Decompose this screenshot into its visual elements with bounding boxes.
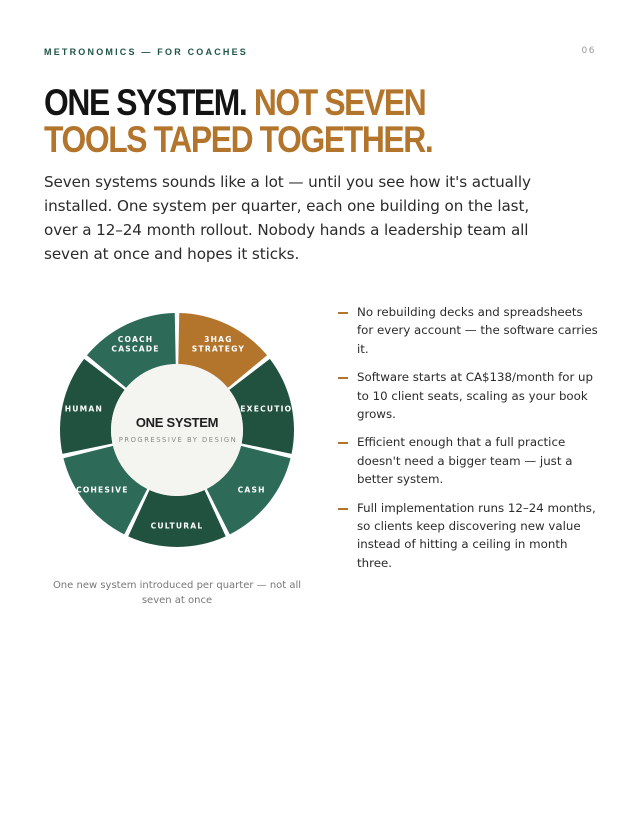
dash-icon (338, 377, 348, 379)
wheel-segment-label (151, 522, 204, 531)
headline-part2: NOT SEVEN TOOLS TAPED TOGETHER. (44, 82, 433, 160)
intro-paragraph: Seven systems sounds like a lot — until you see how it's actually installed. One system per quarter, each one building on the last, over a 12–24 month rollout. Nobody hands a leadership team all seven at once and hopes it sticks. (44, 173, 531, 263)
dash-icon (338, 442, 348, 444)
benefit-item (338, 303, 600, 358)
wheel-segment-label-line: COACH (117, 335, 154, 345)
wheel-segment-label (111, 335, 159, 354)
systems-wheel (52, 305, 302, 555)
page-number: 06 (581, 46, 596, 56)
wheel-segment-label-line: CULTURAL (150, 521, 204, 531)
wheel-segment-label-line: COHESIVE (76, 485, 129, 495)
wheel-hub-title: ONE SYSTEM (135, 415, 219, 430)
wheel-segment-label (76, 486, 129, 495)
benefit-text: Efficient enough that a full practice doesn't need a bigger team — just a better system. (357, 435, 573, 487)
wheel-segment-label-line: EXECUTION (240, 404, 300, 414)
headline (44, 84, 526, 158)
dash-icon (338, 312, 348, 314)
wheel-segment-label-line: 3HAG (204, 335, 233, 345)
benefit-item (338, 433, 600, 488)
wheel-segment-label-line: CASH (237, 485, 266, 495)
benefits-list (338, 303, 600, 582)
wheel-hub-subtitle: PROGRESSIVE BY DESIGN (118, 436, 238, 444)
benefit-item (338, 499, 600, 573)
dash-icon (338, 508, 348, 510)
wheel-segment-label-line: STRATEGY (191, 344, 246, 354)
wheel-segment-label (240, 405, 300, 414)
wheel-segment-label-line: HUMAN (64, 404, 104, 414)
benefit-text: No rebuilding decks and spreadsheets for every account — the software carries it. (357, 305, 598, 356)
headline-part1: ONE SYSTEM. (44, 82, 247, 123)
benefit-text: Software starts at CA$138/month for up to 10 client seats, scaling as your book grows. (357, 370, 594, 422)
wheel-caption: One new system introduced per quarter — not all seven at once (52, 580, 302, 606)
wheel-segment-label-line: CASCADE (111, 344, 160, 354)
wheel-segment-label (238, 486, 266, 495)
benefit-text: Full implementation runs 12–24 months, so clients keep discovering new value instead of hitting a ceiling in month three. (357, 500, 596, 570)
wheel-segment-label (65, 405, 103, 414)
eyebrow: METRONOMICS — FOR COACHES (44, 47, 249, 57)
benefit-item (338, 368, 600, 423)
wheel-segment (128, 490, 225, 547)
wheel-hub (111, 364, 243, 496)
